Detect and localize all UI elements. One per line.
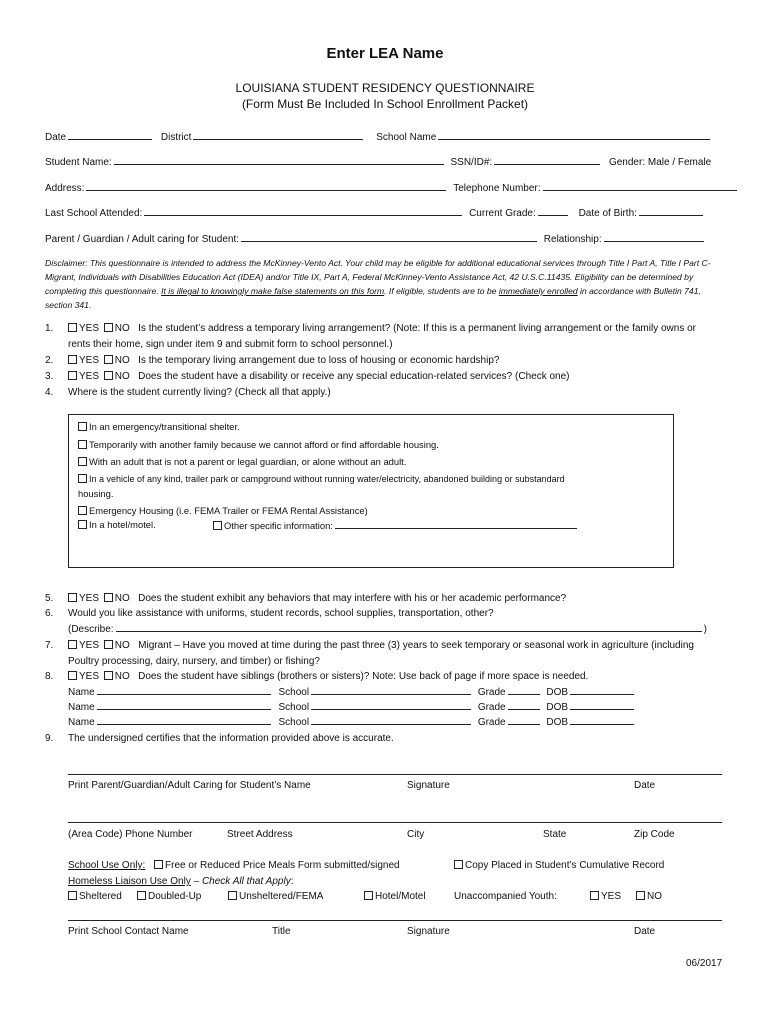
address-field[interactable]: [86, 181, 446, 191]
unaccompanied-no-label: NO: [647, 891, 662, 902]
disclaimer-enrolled: immediately enrolled: [498, 286, 578, 296]
address-label: Address:: [45, 183, 85, 194]
q6-describe-close: ): [703, 624, 707, 635]
q2-yes-label: YES: [79, 355, 100, 366]
unsheltered-label: Unsheltered/FEMA: [239, 891, 324, 902]
q1-yes-label: YES: [79, 323, 100, 334]
parent-label: Parent / Guardian / Adult caring for Student:: [45, 234, 240, 245]
q7-yes-checkbox[interactable]: [68, 640, 77, 649]
hotel-motel-checkbox[interactable]: [364, 891, 373, 900]
dob-label: Date of Birth:: [578, 208, 637, 219]
sibling-row: [68, 715, 636, 728]
row-date: [45, 130, 712, 143]
sibling-dob-field[interactable]: [570, 700, 634, 710]
hotel-motel-label: Hotel/Motel: [375, 891, 426, 902]
sibling-name-field[interactable]: [97, 685, 271, 695]
option-another-family[interactable]: [78, 439, 439, 450]
sibling-school-field[interactable]: [311, 715, 471, 725]
sibling-school-field[interactable]: [311, 685, 471, 695]
current-grade-field[interactable]: [538, 206, 568, 216]
sibling-row: [68, 685, 636, 698]
unaccompanied-yes-label: YES: [601, 891, 622, 902]
another-family-checkbox[interactable]: [78, 440, 87, 449]
state-label: State: [543, 829, 567, 840]
q6-describe-label: (Describe:: [68, 624, 114, 635]
q7-no-checkbox[interactable]: [104, 640, 113, 649]
sibling-school-label: School: [278, 702, 310, 713]
contact-date-label: Date: [634, 926, 656, 937]
q2-yes-checkbox[interactable]: [68, 355, 77, 364]
q6-text: Would you like assistance with uniforms, student records, school supplies, transportation, other?: [68, 608, 494, 619]
option-hotel-label: In a hotel/motel.: [89, 519, 156, 530]
unsheltered-checkbox[interactable]: [228, 891, 237, 900]
q6-describe-field[interactable]: [116, 622, 702, 632]
adult-checkbox[interactable]: [78, 457, 87, 466]
q3-number: 3.: [45, 371, 54, 382]
option-another-family-label: Temporarily with another family because we cannot afford or find affordable housing.: [89, 439, 439, 450]
q7-yes-label: YES: [79, 640, 100, 651]
option-emergency-housing[interactable]: [78, 505, 368, 516]
last-school-label: Last School Attended:: [45, 208, 143, 219]
q3-no-label: NO: [114, 371, 130, 382]
q3-yes-checkbox[interactable]: [68, 371, 77, 380]
sibling-name-field[interactable]: [97, 715, 271, 725]
q8-number: 8.: [45, 671, 54, 682]
q6-number: 6.: [45, 608, 54, 619]
address-line[interactable]: [68, 822, 722, 823]
q7-number: 7.: [45, 640, 54, 651]
q1-text: Is the student’s address a temporary living arrangement? (Note: If this is a permanent living arrangement or the family owns or: [138, 323, 697, 334]
unaccompanied-no-checkbox[interactable]: [636, 891, 645, 900]
relationship-field[interactable]: [604, 232, 704, 242]
telephone-label: Telephone Number:: [453, 183, 541, 194]
gender-label[interactable]: Gender: Male / Female: [608, 157, 712, 168]
relationship-label: Relationship:: [543, 234, 602, 245]
date-field[interactable]: [68, 130, 152, 140]
disclaimer-text-1: Disclaimer: This questionnaire is intended to address the McKinney-Vento Act. Your child may be eligible for additional educational services through Title I Part A, Title I Part C-Migrant, Individuals with Disabilities Education Act (IDEA) and/or Title IX, Part A, Federal McKinney-Vento Assistance Act, 42 U.S.C.11435. Eligibility can be determined by completing this questionnaire.: [45, 258, 711, 296]
doubled-up-label: Doubled-Up: [148, 891, 202, 902]
sibling-dob-field[interactable]: [570, 685, 634, 695]
option-vehicle[interactable]: [78, 474, 565, 484]
sibling-school-label: School: [278, 717, 310, 728]
living-options-box: [68, 414, 674, 568]
sibling-dob-label: DOB: [546, 702, 569, 713]
q5-no-checkbox[interactable]: [104, 593, 113, 602]
student-name-field[interactable]: [114, 155, 444, 165]
contact-name-label: Print School Contact Name: [68, 926, 189, 937]
q8-text: Does the student have siblings (brothers or sisters)? Note: Use back of page if more space is needed.: [138, 671, 589, 682]
copy-placed-checkbox[interactable]: [454, 860, 463, 869]
sibling-dob-label: DOB: [546, 687, 569, 698]
copy-placed: [454, 860, 664, 871]
form-version: 06/2017: [686, 958, 723, 969]
copy-placed-label: Copy Placed in Student’s Cumulative Record: [465, 860, 665, 871]
option-emergency-housing-label: Emergency Housing (i.e. FEMA Trailer or FEMA Rental Assistance): [89, 505, 368, 516]
lea-name: Enter LEA Name: [326, 45, 444, 62]
q8-no-checkbox[interactable]: [104, 671, 113, 680]
doubled-up-checkbox[interactable]: [137, 891, 146, 900]
unaccompanied-yes-checkbox[interactable]: [590, 891, 599, 900]
form-subtitle: (Form Must Be Included In School Enrollment Packet): [241, 97, 529, 111]
liaison-colon: :: [290, 876, 294, 887]
row-address: [45, 181, 739, 194]
last-school-field[interactable]: [144, 206, 462, 216]
q1-number: 1.: [45, 323, 54, 334]
q7-no-label: NO: [114, 640, 130, 651]
option-shelter[interactable]: [78, 421, 240, 432]
contact-line[interactable]: [68, 920, 722, 921]
sibling-grade-field[interactable]: [508, 700, 540, 710]
q1-text-2: rents their home, sign under item 9 and submit form to school personnel.): [68, 339, 393, 350]
parent-field[interactable]: [241, 232, 537, 242]
liaison-dash: –: [193, 876, 200, 887]
contact-signature-label: Signature: [407, 926, 450, 937]
free-meals-label: Free or Reduced Price Meals Form submitted/signed: [165, 860, 400, 871]
hotel-checkbox[interactable]: [78, 520, 87, 529]
signature-label: Signature: [407, 780, 450, 791]
title-label: Title: [272, 926, 291, 937]
sibling-grade-label: Grade: [477, 687, 506, 698]
signature-line[interactable]: [68, 774, 722, 775]
shelter-checkbox[interactable]: [78, 422, 87, 431]
liaison-label: Homeless Liaison Use Only: [68, 876, 191, 887]
check-all-label: Check All that Apply: [201, 876, 291, 887]
q5-yes-checkbox[interactable]: [68, 593, 77, 602]
liaison-row: [68, 876, 293, 887]
unsheltered: [228, 891, 323, 902]
sibling-grade-field[interactable]: [508, 715, 540, 725]
disclaimer-warning: It is illegal to knowingly make false statements on this form: [161, 286, 385, 296]
q8-no-label: NO: [114, 671, 130, 682]
sibling-grade-label: Grade: [477, 717, 506, 728]
school-name-field[interactable]: [438, 130, 710, 140]
telephone-field[interactable]: [543, 181, 737, 191]
school-use-row: [68, 860, 400, 871]
q9-number: 9.: [45, 733, 54, 744]
form-title: LOUISIANA STUDENT RESIDENCY QUESTIONNAIRE: [235, 81, 535, 95]
q9-text: The undersigned certifies that the information provided above is accurate.: [68, 733, 394, 744]
q2-number: 2.: [45, 355, 54, 366]
hotel-motel: [364, 891, 426, 902]
unaccompanied-label: Unaccompanied Youth:: [454, 891, 557, 902]
option-adult[interactable]: [78, 456, 406, 467]
row-student: [45, 155, 711, 168]
school-name-label: School Name: [376, 132, 437, 143]
other-checkbox[interactable]: [213, 521, 222, 530]
sheltered: [68, 891, 122, 902]
ssn-field[interactable]: [494, 155, 600, 165]
date-label: Date: [45, 132, 67, 143]
q8-yes-label: YES: [79, 671, 100, 682]
phone-label: (Area Code) Phone Number: [68, 829, 193, 840]
q1-no-checkbox[interactable]: [104, 323, 113, 332]
sibling-name-field[interactable]: [97, 700, 271, 710]
sibling-grade-label: Grade: [477, 702, 506, 713]
emergency-housing-checkbox[interactable]: [78, 506, 87, 515]
free-meals-checkbox[interactable]: [154, 860, 163, 869]
print-name-label: Print Parent/Guardian/Adult Caring for Student’s Name: [68, 780, 311, 791]
option-other-label: Other specific information:: [224, 520, 333, 531]
q1-no-label: NO: [114, 323, 130, 334]
district-label: District: [160, 132, 192, 143]
other-info-field[interactable]: [335, 519, 577, 529]
option-vehicle-cont: housing.: [78, 488, 114, 499]
dob-field[interactable]: [639, 206, 703, 216]
sibling-name-label: Name: [68, 687, 95, 698]
q3-yes-label: YES: [79, 371, 100, 382]
option-vehicle-label: In a vehicle of any kind, trailer park or campground without running water/electricity, abandoned building or substandard: [89, 474, 565, 484]
sibling-dob-label: DOB: [546, 717, 569, 728]
disclaimer-text-2: . If eligible, students are to be: [384, 286, 497, 296]
q2-no-label: NO: [114, 355, 130, 366]
q3-no-checkbox[interactable]: [104, 371, 113, 380]
q2-no-checkbox[interactable]: [104, 355, 113, 364]
sibling-dob-field[interactable]: [570, 715, 634, 725]
row-last-school: [45, 206, 705, 219]
q5-no-label: NO: [114, 593, 130, 604]
q1-yes-checkbox[interactable]: [68, 323, 77, 332]
sibling-school-field[interactable]: [311, 700, 471, 710]
ssn-label: SSN/ID#:: [450, 157, 493, 168]
student-name-label: Student Name:: [45, 157, 112, 168]
sibling-name-label: Name: [68, 717, 95, 728]
disclaimer-text-3: in accordance with Bulletin 741, section 341.: [45, 286, 701, 310]
sibling-grade-field[interactable]: [508, 685, 540, 695]
district-field[interactable]: [193, 130, 363, 140]
q8-yes-checkbox[interactable]: [68, 671, 77, 680]
school-use-label: School Use Only:: [68, 860, 146, 871]
q5-text: Does the student exhibit any behaviors that may interfere with his or her academic performance?: [138, 593, 567, 604]
city-label: City: [407, 829, 425, 840]
unaccompanied-no: [636, 891, 662, 902]
option-shelter-label: In an emergency/transitional shelter.: [89, 421, 240, 432]
q3-text: Does the student have a disability or receive any special education-related services? (Check one): [138, 371, 570, 382]
sibling-school-label: School: [278, 687, 310, 698]
sibling-name-label: Name: [68, 702, 95, 713]
q4-number: 4.: [45, 387, 54, 398]
q2-text: Is the temporary living arrangement due to loss of housing or economic hardship?: [138, 355, 500, 366]
date-label-sig: Date: [634, 780, 656, 791]
sheltered-label: Sheltered: [79, 891, 122, 902]
option-adult-label: With an adult that is not a parent or legal guardian, or alone without an adult.: [89, 456, 407, 467]
sheltered-checkbox[interactable]: [68, 891, 77, 900]
zip-label: Zip Code: [634, 829, 675, 840]
unaccompanied-yes: [590, 891, 621, 902]
disclaimer: [45, 256, 725, 312]
option-other[interactable]: [213, 519, 579, 531]
q7-text-2: Poultry processing, dairy, nursery, and timber) or fishing?: [68, 656, 320, 667]
q5-number: 5.: [45, 593, 54, 604]
street-label: Street Address: [227, 829, 293, 840]
doubled-up: [137, 891, 201, 902]
q5-yes-label: YES: [79, 593, 100, 604]
vehicle-checkbox[interactable]: [78, 474, 87, 483]
row-parent: [45, 232, 706, 245]
sibling-row: [68, 700, 636, 713]
current-grade-label: Current Grade:: [469, 208, 536, 219]
q4-text: Where is the student currently living? (Check all that apply.): [68, 387, 331, 398]
option-hotel[interactable]: [78, 519, 156, 530]
q7-text: Migrant – Have you moved at time during the past three (3) years to seek temporary or seasonal work in agriculture (including: [138, 640, 694, 651]
